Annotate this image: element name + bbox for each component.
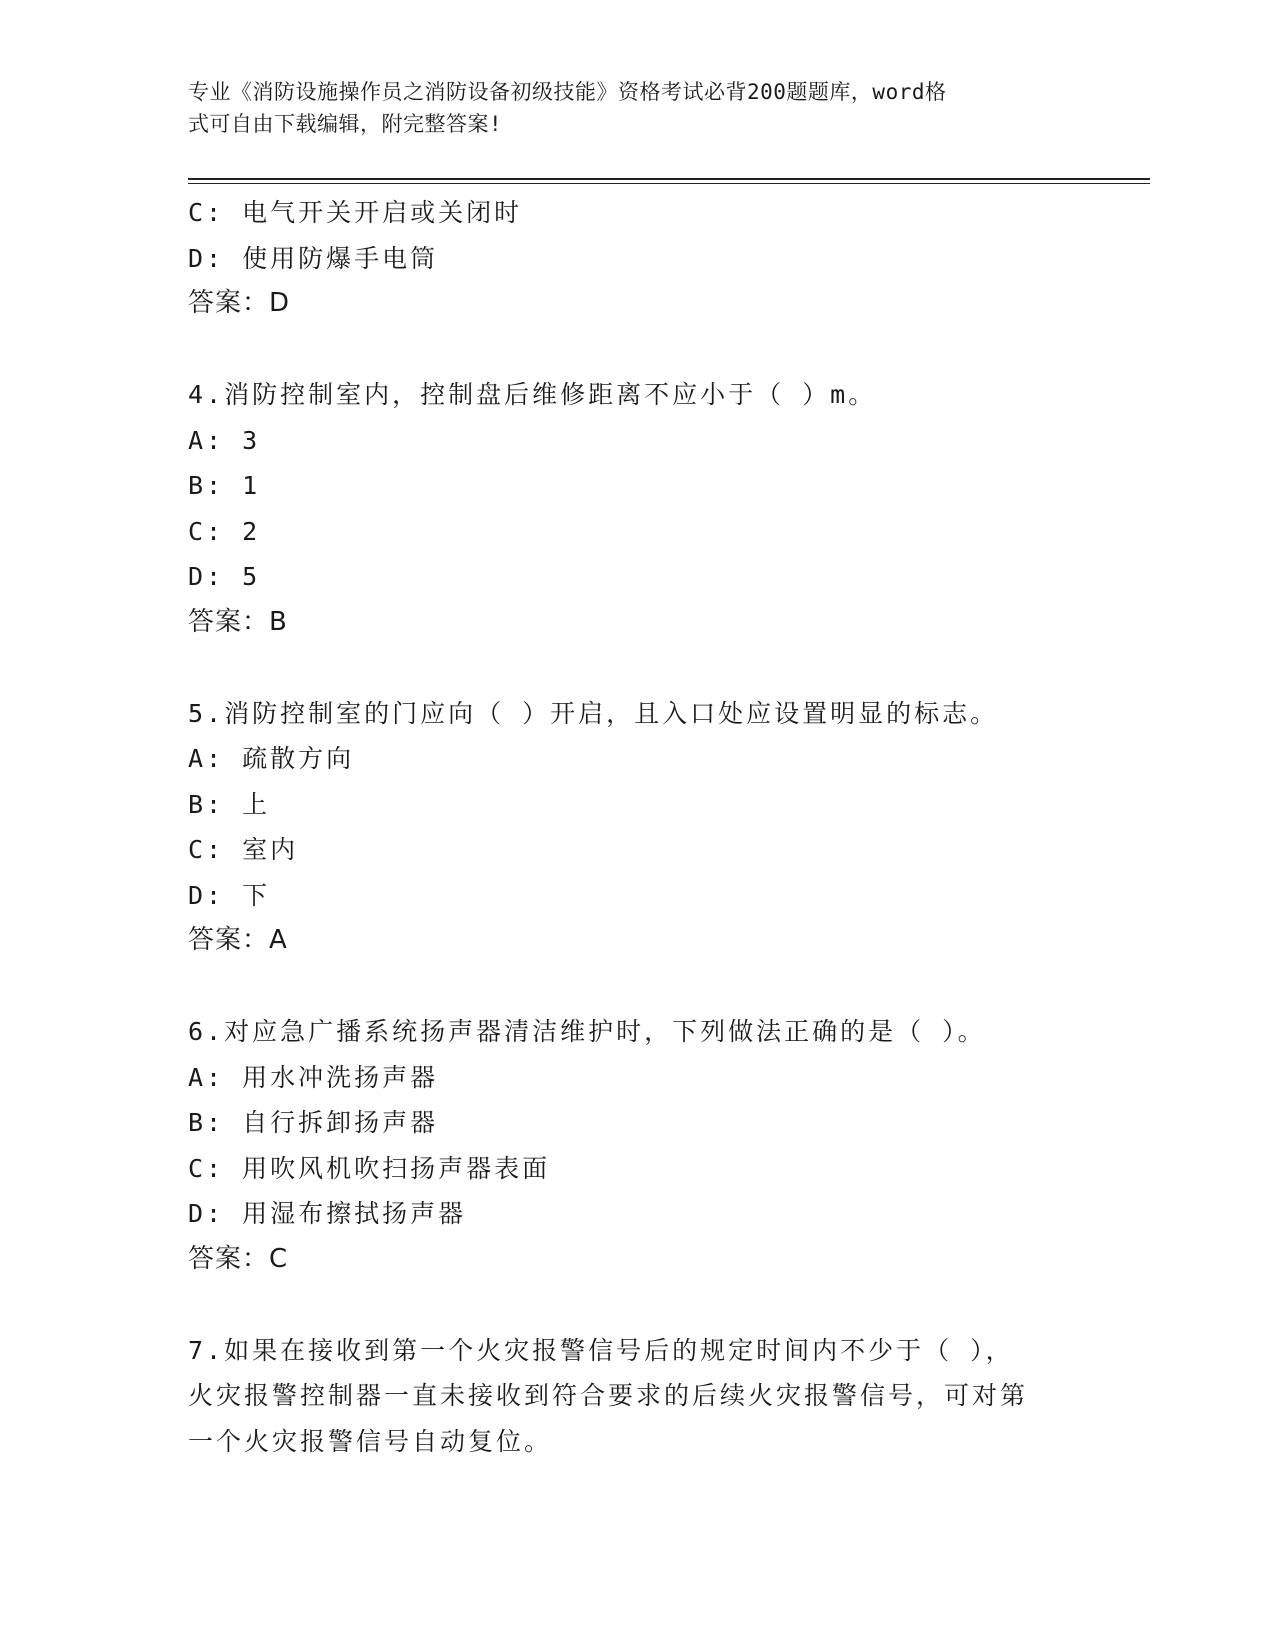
answer: 答案：B xyxy=(188,606,288,637)
question-stem-line-2: 火灾报警控制器一直未接收到符合要求的后续火灾报警信号，可对第 xyxy=(188,1381,1029,1410)
question-list xyxy=(188,190,1088,1464)
header-divider xyxy=(188,178,1150,180)
question-stem: 6.对应急广播系统扬声器清洁维护时，下列做法正确的是（ ）。 xyxy=(188,1017,986,1046)
header-line-1: 专业《消防设施操作员之消防设备初级技能》资格考试必背200题题库，word格 xyxy=(188,80,947,104)
answer: 答案：C xyxy=(188,1243,289,1274)
question-stem-line-3: 一个火灾报警信号自动复位。 xyxy=(188,1426,553,1456)
answer: 答案：A xyxy=(188,925,288,955)
option-d: D: 5 xyxy=(188,562,261,591)
option-b: B: 1 xyxy=(188,471,261,500)
question-7 xyxy=(188,1328,1088,1465)
question-4 xyxy=(188,372,1088,645)
header-divider-thin xyxy=(188,183,1150,184)
option-c: C: 2 xyxy=(188,516,261,546)
option-b: B: 自行拆卸扬声器 xyxy=(188,1108,439,1137)
question-stem-line-1: 7.如果在接收到第一个火灾报警信号后的规定时间内不少于（ ）， xyxy=(188,1335,1014,1365)
spacer xyxy=(188,327,1088,373)
option-a: A: 3 xyxy=(188,425,261,455)
question-6 xyxy=(188,1009,1088,1282)
option-d: D: 使用防爆手电筒 xyxy=(188,243,439,273)
document-header xyxy=(188,76,1068,140)
option-a: A: 疏散方向 xyxy=(188,744,355,773)
question-3-continued xyxy=(188,190,1088,327)
header-line-2: 式可自由下载编辑，附完整答案! xyxy=(188,112,503,136)
option-d: D: 下 xyxy=(188,880,271,910)
spacer xyxy=(188,645,1088,691)
option-c: C: 电气开关开启或关闭时 xyxy=(188,198,523,227)
option-a: A: 用水冲洗扬声器 xyxy=(188,1062,439,1092)
question-stem: 5.消防控制室的门应向（ ）开启，且入口处应设置明显的标志。 xyxy=(188,698,999,728)
option-b: B: 上 xyxy=(188,789,271,819)
option-d: D: 用湿布擦拭扬声器 xyxy=(188,1199,467,1228)
spacer xyxy=(188,964,1088,1010)
question-5 xyxy=(188,691,1088,964)
option-c: C: 用吹风机吹扫扬声器表面 xyxy=(188,1153,551,1183)
answer: 答案：D xyxy=(188,288,291,318)
option-c: C: 室内 xyxy=(188,835,299,864)
spacer xyxy=(188,1282,1088,1328)
question-stem: 4.消防控制室内，控制盘后维修距离不应小于（ ）m。 xyxy=(188,380,877,409)
